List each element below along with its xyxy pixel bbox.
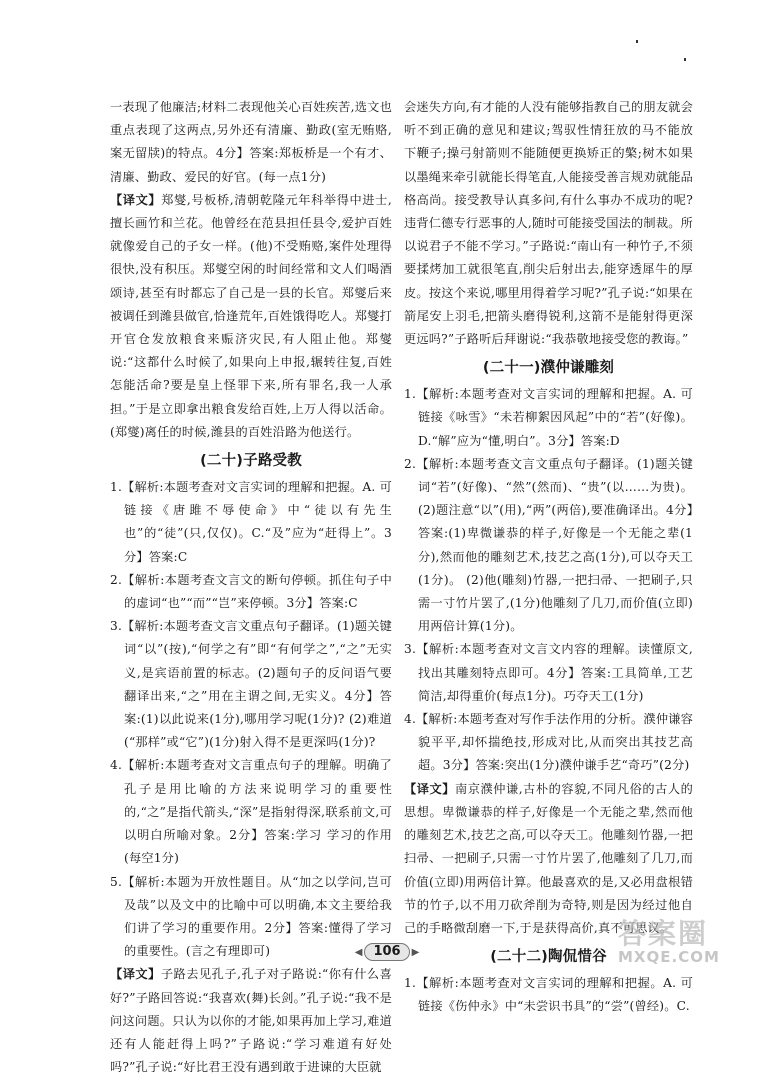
section-title-21: (二十一)濮仲谦雕刻 <box>482 360 615 377</box>
answer-item: 3.【解析:本题考查对文言文内容的理解。读懂原文,找出其雕刻特点即可。4分】答案:工具简单,工艺简洁,却得重价(每点1分)。巧夺天工(1分) <box>404 642 693 703</box>
translation-text: 郑燮,号板桥,清朝乾隆元年科举得中进士,擅长画竹和兰花。他曾经在范县担任县令,爱护百姓就像爱自己的子女一样。(他)不受贿赂,案件处理得很快,没有积压。郑燮空闲的时间经常和文人们喝酒颂诗,甚至有时都忘了自己是一县的长官。郑燮后来被调任到潍县做官,恰逢荒年,百姓饿得吃人。郑燮打开官仓发放粮食来赈济灾民,有人阻止他。郑燮说:“这都什么时候了,如果向上申报,辗转往复,百姓怎能活命?要是皇上怪罪下来,所有罪名,我一人承担。”于是立即拿出粮食发给百姓,上万人得以活命。(郑燮)离任的时候,潍县的百姓沿路为他送行。 <box>110 192 392 439</box>
page-number-badge <box>356 942 418 962</box>
section-title-22: (二十二)陶侃惜谷 <box>490 949 607 966</box>
answer-item: 2.【解析:本题考查文言文的断句停顿。抓住句子中的虚词“也”“而”“岂”来停顿。3分】答案:C <box>110 572 392 611</box>
answer-item: 1.【解析:本题考查对文言实词的理解和把握。A. 可链接《咏雪》“未若柳絮因风起”中的“若”(好像)。D.“解”应为“懂,明白”。3分】答案:D <box>404 387 693 448</box>
answer-item: 1.【解析:本题考查对文言实词的理解和把握。A. 可链接《伤仲永》中“未尝识书具”的“尝”(曾经)。C. <box>404 976 693 1014</box>
answer-item: 3.【解析:本题考查文言文重点句子翻译。(1)题关键词“以”(按),“何学之有”即“有何学之”,“之”无实义,是宾语前置的标志。(2)题句子的反问语气要翻译出来,“之”用在主谓之间,无实义。4分】答案:(1)以此说来(1分),哪用学习呢(1分)? (2)难道(“那样”或“它”)(1分)射入得不是更深吗(1分)? <box>110 619 392 750</box>
translation-text: 南京濮仲谦,古朴的容貌,不同凡俗的古人的思想。卑微谦恭的样子,好像是一个无能之辈,然而他的雕刻艺术,技艺之高,可以夺天工。他雕刻竹器,一把扫帚、一把刷子,只需一寸竹片罢了,他雕刻了几刀,而价值(立即)用两倍计算。他最喜欢的是,又必用盘根错节的竹子,以不用刀砍斧削为奇特,则是因为经过他自己的手略微刮磨一下,于是获得高价,真不可思议。 <box>404 781 693 935</box>
translation-paragraph <box>110 963 392 1079</box>
answer-item: 4.【解析:本题考查对文言重点句子的理解。明确了孔子是用比喻的方法来说明学习的重要性的,“之”是指代箭头,“深”是指射得深,联系前文,可以明白所喻对象。2分】答案:学习 学习的作用(每空1分) <box>110 758 392 866</box>
translation-tag: 【译文】 <box>110 967 161 982</box>
answer-item: 5.【解析:本题为开放性题目。从“加之以学问,岂可及哉”以及文中的比喻中可以明确,本文主要给我们讲了学习的重要作用。2分】答案:懂得了学习的重要性。(言之有理即可) <box>110 874 392 959</box>
translation-continued: 会迷失方向,有才能的人没有能够指教自己的朋友就会听不到正确的意见和建议;驾驭性情狂放的马不能放下鞭子;操弓射箭则不能随便更换矫正的檠;树木如果以墨绳来牵引就能长得笔直,人能接受善言规劝就能品格高尚。接受教导认真多问,有什么事办不成功的呢?违背仁德专行恶事的人,随时可能接受国法的制裁。所以说君子不能不学习。”子路说:“南山有一种竹子,不须要揉烤加工就很笔直,削尖后射出去,能穿透犀牛的厚皮。按这个来说,哪里用得着学习呢?”孔子说:“如果在箭尾安上羽毛,把箭头磨得锐利,这箭不是能射得更深更远吗?”子路听后拜谢说:“我恭敬地接受您的教诲。” <box>404 100 693 347</box>
translation-tag: 【译文】 <box>110 192 162 207</box>
scan-mark <box>684 58 686 61</box>
translation-text: 子路去见孔子,孔子对子路说:“你有什么喜好?”子路回答说:“我喜欢(舞)长剑。”孔子说:“我不是问这问题。只认为以你的才能,如果再加上学习,难道还有人能赶得上吗?”子路说:“学习难道有好处吗?”孔子说:“好比君王没有遇到敢于进谏的大臣就 <box>110 967 392 1075</box>
answer-item: 1.【解析:本题考查对文言实词的理解和把握。A. 可链接《唐雎不辱使命》中“徒以有先生也”的“徒”(只,仅仅)。C.“及”应为“赶得上”。3分】答案:C <box>110 480 392 564</box>
watermark-url: MXQE.COM <box>618 948 720 966</box>
scan-mark <box>636 40 638 43</box>
chevron-right-icon: ▶ <box>411 946 420 958</box>
translation-tag: 【译文】 <box>404 781 455 796</box>
watermark <box>618 912 768 972</box>
chevron-left-icon: ◀ <box>354 946 363 958</box>
translation-paragraph <box>110 189 392 444</box>
answer-item: 4.【解析:本题考查对写作手法作用的分析。濮仲谦容貌平平,却怀揣绝技,形成对比,从而突出其技艺高超。3分】答案:突出(1分)濮仲谦手艺“奇巧”(2分) <box>404 712 693 773</box>
page-number: 106 <box>364 943 409 961</box>
left-column <box>110 96 392 1079</box>
answer-item: 2.【解析:本题考查文言文重点句子翻译。(1)题关键词“若”(好像)、“然”(然而)、“贵”(以……为贵)。(2)题注意“以”(用),“两”(两倍),要准确译出。4分】答案:(1)卑微谦恭的样子,好像是一个无能之辈(1分),然而他的雕刻艺术,技艺之高(1分),可以夺天工(1分)。 (2)他(雕刻)竹器,一把扫帚、一把刷子,只需一寸竹片罢了,(1分)他雕刻了几刀,而价值(立即)用两倍计算(1分)。 <box>404 456 693 634</box>
section-title-20: (二十)子路受教 <box>200 453 302 470</box>
right-column <box>404 96 693 1019</box>
watermark-logo: 答案圈 <box>618 917 709 950</box>
answer-paragraph: 一表现了他廉洁;材料二表现他关心百姓疾苦,选文也重点表现了这两点,另外还有清廉、勤政(室无贿赂,案无留牍)的特点。4分】答案:郑板桥是一个有才、清廉、勤政、爱民的好官。(每一点1分) <box>110 100 392 184</box>
